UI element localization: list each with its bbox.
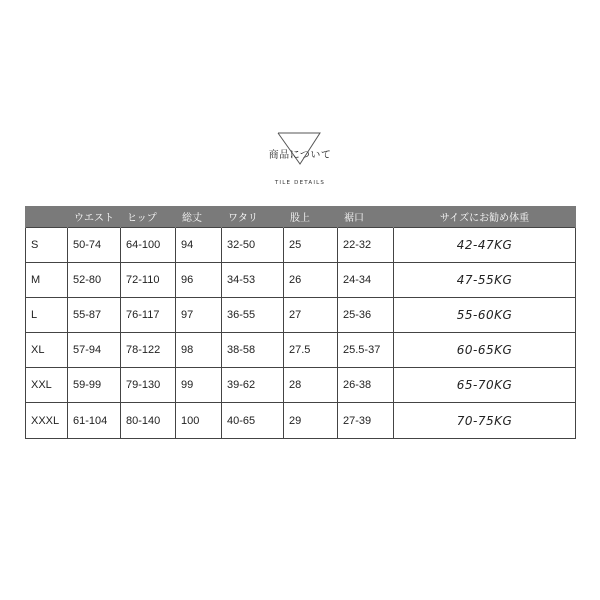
table-cell: 26: [284, 263, 338, 298]
table-cell: 22-32: [338, 228, 394, 263]
triangle-icon: [0, 128, 600, 198]
table-cell: 27.5: [284, 333, 338, 368]
size-chart-table: [25, 206, 576, 439]
table-cell: 29: [284, 403, 338, 439]
weight-cell: 70-75KG: [394, 403, 576, 439]
table-cell: 64-100: [121, 228, 176, 263]
size-cell: S: [26, 228, 68, 263]
table-cell: 79-130: [121, 368, 176, 403]
table-cell: 59-99: [68, 368, 121, 403]
table-cell: 100: [176, 403, 222, 439]
weight-cell: 42-47KG: [394, 228, 576, 263]
column-header: ヒップ: [121, 206, 176, 228]
table-row: [26, 333, 576, 368]
size-cell: XXXL: [26, 403, 68, 439]
size-cell: XXL: [26, 368, 68, 403]
weight-cell: 65-70KG: [394, 368, 576, 403]
section-title: 商品について: [268, 150, 332, 161]
table-row: [26, 298, 576, 333]
table-header-row: [26, 206, 576, 228]
table-cell: 25: [284, 228, 338, 263]
table-cell: 61-104: [68, 403, 121, 439]
table-cell: 94: [176, 228, 222, 263]
table-cell: 32-50: [222, 228, 284, 263]
column-header: 裾口: [338, 206, 394, 228]
table-row: [26, 228, 576, 263]
table-row: [26, 368, 576, 403]
column-header: ウエスト: [68, 206, 121, 228]
table-cell: 27: [284, 298, 338, 333]
table-cell: 27-39: [338, 403, 394, 439]
table-cell: 96: [176, 263, 222, 298]
size-cell: L: [26, 298, 68, 333]
table-cell: 55-87: [68, 298, 121, 333]
column-header: [26, 206, 68, 228]
section-header: [0, 128, 600, 198]
section-subtitle: TILE DETAILS: [274, 180, 326, 186]
table-cell: 25.5-37: [338, 333, 394, 368]
table-cell: 38-58: [222, 333, 284, 368]
table-row: [26, 403, 576, 439]
table-cell: 34-53: [222, 263, 284, 298]
table-cell: 50-74: [68, 228, 121, 263]
table-row: [26, 263, 576, 298]
column-header: ワタリ: [222, 206, 284, 228]
column-header: サイズにお勧め体重: [394, 206, 576, 228]
table-cell: 25-36: [338, 298, 394, 333]
table-cell: 40-65: [222, 403, 284, 439]
table-cell: 39-62: [222, 368, 284, 403]
table-cell: 97: [176, 298, 222, 333]
column-header: 総丈: [176, 206, 222, 228]
weight-cell: 60-65KG: [394, 333, 576, 368]
column-header: 股上: [284, 206, 338, 228]
table-cell: 98: [176, 333, 222, 368]
table-cell: 80-140: [121, 403, 176, 439]
table-cell: 99: [176, 368, 222, 403]
table-cell: 28: [284, 368, 338, 403]
table-cell: 78-122: [121, 333, 176, 368]
table-cell: 57-94: [68, 333, 121, 368]
size-cell: XL: [26, 333, 68, 368]
table-cell: 72-110: [121, 263, 176, 298]
weight-cell: 55-60KG: [394, 298, 576, 333]
table-cell: 26-38: [338, 368, 394, 403]
weight-cell: 47-55KG: [394, 263, 576, 298]
table-cell: 24-34: [338, 263, 394, 298]
table-cell: 52-80: [68, 263, 121, 298]
table-cell: 76-117: [121, 298, 176, 333]
size-cell: M: [26, 263, 68, 298]
table-cell: 36-55: [222, 298, 284, 333]
